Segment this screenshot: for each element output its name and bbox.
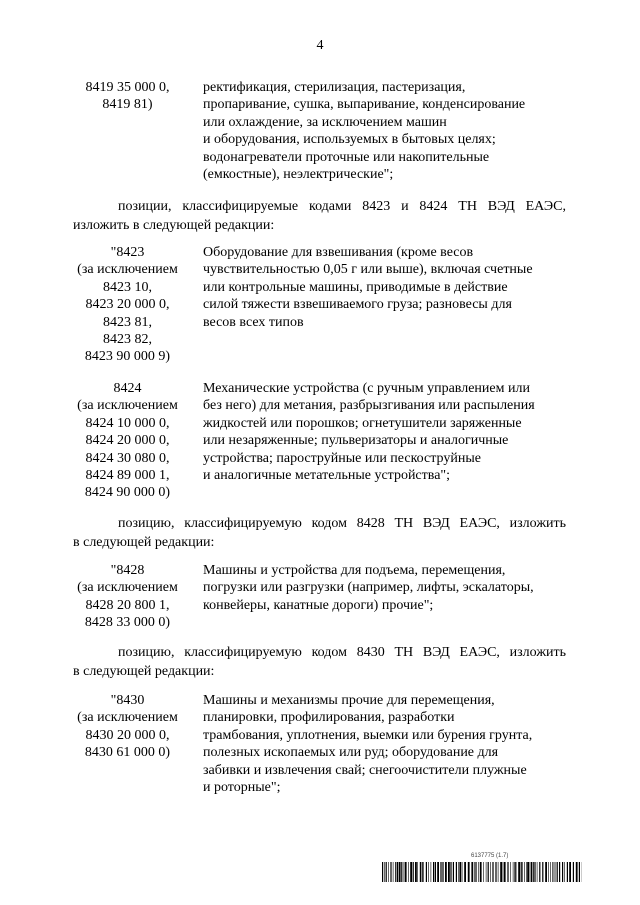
tariff-entry [60,79,580,191]
barcode-bar [453,862,454,882]
code-line: 8430 20 000 0, [85,727,170,743]
barcode-bar [569,862,571,882]
description-line: погрузки или разгрузки (например, лифты, эскалаторы, [203,580,534,596]
code-line: "8430 [110,693,145,708]
description-line: устройства; пароструйные или пескоструйные [203,450,481,466]
barcode-bar [397,862,398,882]
paragraph-line: позицию, классифицируемую кодом 8430 ТН ВЭД ЕАЭС, изложить [118,645,566,660]
description-line: забивки и извлечения свай; снегоочистители плужные [203,762,527,778]
code-line: 8423 81, [103,314,152,330]
barcode-bar [562,862,563,882]
barcode-bar [471,862,473,882]
code-line: 8428 33 000 0) [84,615,171,631]
barcode-bar [401,862,402,882]
description-line: и аналогичные метательные устройства"; [203,468,451,484]
barcode-bar [533,862,534,882]
barcode-bar [486,862,487,882]
barcode-bar [513,862,514,882]
barcode-bar [405,862,407,882]
tariff-entry [60,562,580,634]
instruction-paragraph [73,514,566,552]
description-line: чувствительностью 0,05 г или выше), включая счетные [203,262,533,278]
code-line: "8423 [110,245,145,260]
code-line: (за исключением [77,398,178,414]
barcode [382,862,582,882]
code-line: (за исключением [77,580,178,596]
code-line: 8424 10 000 0, [85,415,170,431]
code-line: 8428 20 800 1, [85,597,170,613]
barcode-bar [515,862,516,882]
barcode-bar [526,862,527,882]
barcode-bar [417,862,418,882]
code-line: 8424 90 000 0) [84,485,171,501]
barcode-bar [399,862,401,882]
barcode-bar [564,862,565,882]
barcode-bar [415,862,417,882]
code-line: 8424 [113,381,142,396]
barcode-bar [426,862,427,882]
description-line: без него) для метания, разбрызгивания или распыления [203,398,535,414]
code-line: (за исключением [77,710,178,726]
barcode-bar [410,862,412,882]
description-line: и оборудования, используемых в бытовых целях; [203,132,496,148]
description-line: планировки, профилирования, разработки [203,710,455,726]
barcode-bar [530,862,531,882]
barcode-bar [433,862,434,882]
tariff-codes [60,380,195,502]
barcode-bar [456,862,457,882]
barcode-label: 6137775 (1.7) [471,853,509,859]
barcode-bar [521,862,522,882]
code-line: 8419 81) [102,97,153,113]
barcode-bar [503,862,504,882]
barcode-bar [441,862,442,882]
tariff-codes [60,79,195,114]
barcode-bar [462,862,463,882]
barcode-bar [500,862,502,882]
barcode-bar [408,862,409,882]
barcode-bar [464,862,466,882]
barcode-bar [386,862,387,882]
barcode-bar [518,862,520,882]
barcode-bar [480,862,482,882]
page-number: 4 [316,38,324,53]
tariff-entry [60,692,580,802]
code-line: 8423 20 000 0, [85,297,170,313]
tariff-description [203,380,583,484]
description-line: и роторные"; [203,780,281,796]
tariff-entry [60,380,580,505]
barcode-bar [404,862,405,882]
barcode-bar [483,862,484,882]
description-line: жидкостей или порошков; огнетушители заряженные [203,415,522,431]
barcode-bar [450,862,451,882]
barcode-bar [545,862,547,882]
code-line: 8419 35 000 0, [85,80,170,95]
description-line: трамбования, уплотнения, выемки или бурения грунта, [203,727,533,743]
description-line: или незаряженные; пульверизаторы и аналогичные [203,433,509,449]
barcode-bar [445,862,447,882]
barcode-bar [507,862,508,882]
code-line: 8424 89 000 1, [85,468,170,484]
tariff-codes [60,692,195,762]
barcode-bar [468,862,470,882]
barcode-bar [423,862,424,882]
tariff-description [203,562,583,614]
barcode-bar [476,862,477,882]
paragraph-line: позиции, классифицируемые кодами 8423 и 8424 ТН ВЭД ЕАЭС, [118,199,566,214]
barcode-bar [413,862,414,882]
barcode-bar [542,862,543,882]
barcode-bar [490,862,491,882]
barcode-bar [492,862,493,882]
barcode-bar [488,862,489,882]
tariff-description [203,79,583,183]
barcode-bar [431,862,432,882]
description-line: конвейеры, канатные дороги) прочие"; [203,597,434,613]
code-line: 8423 82, [103,332,152,348]
barcode-bar [531,862,532,882]
barcode-bar [459,862,461,882]
barcode-bar [510,862,511,882]
description-line: Механические устройства (с ручным управлением или [203,381,530,396]
tariff-codes [60,244,195,366]
code-line: 8424 30 080 0, [85,450,170,466]
barcode-bar [537,862,538,882]
code-line: 8424 20 000 0, [85,433,170,449]
code-line: 8430 61 000 0) [84,745,171,761]
paragraph-line: в следующей редакции: [73,535,215,550]
barcode-bar [390,862,391,882]
barcode-bar [443,862,444,882]
barcode-bar [514,862,515,882]
paragraph-line: в следующей редакции: [73,664,215,679]
barcode-bar [573,862,574,882]
barcode-bar [382,862,383,882]
barcode-bar [567,862,568,882]
barcode-bar [524,862,525,882]
description-line: весов всех типов [203,314,304,330]
barcode-bar [495,862,496,882]
code-line: "8428 [110,563,145,578]
barcode-bar [428,862,429,882]
description-line: или охлаждение, за исключением машин [203,114,447,130]
barcode-bar [548,862,549,882]
barcode-bar [557,862,558,882]
barcode-bar [559,862,560,882]
paragraph-line: позицию, классифицируемую кодом 8428 ТН ВЭД ЕАЭС, изложить [118,516,566,531]
barcode-bar [534,862,535,882]
description-line: Оборудование для взвешивания (кроме весов [203,245,474,260]
tariff-description [203,244,583,331]
barcode-bar [458,862,459,882]
description-line: пропаривание, сушка, выпаривание, конденсирование [203,97,526,113]
description-line: силой тяжести взвешиваемого груза; разновесы для [203,297,512,313]
instruction-paragraph [73,643,566,681]
description-line: водонагреватели проточные или накопительные [203,149,490,165]
instruction-paragraph [73,197,566,235]
barcode-bar [395,862,396,882]
code-line: 8423 10, [103,279,152,295]
barcode-bar [527,862,529,882]
tariff-entry [60,244,580,369]
barcode-bar [384,862,385,882]
barcode-bar [422,862,423,882]
barcode-bar [498,862,499,882]
barcode-bar [420,862,421,882]
description-line: (емкостные), неэлектрические"; [203,167,394,183]
barcode-bar [474,862,475,882]
barcode-bar [435,862,436,882]
tariff-codes [60,562,195,632]
barcode-bar [554,862,555,882]
barcode-bar [555,862,556,882]
barcode-bar [448,862,450,882]
description-line: или контрольные машины, приводимые в действие [203,279,508,295]
description-line: ректификация, стерилизация, пастеризация, [203,80,466,95]
barcode-bar [552,862,553,882]
description-line: Машины и устройства для подъема, перемещения, [203,563,506,578]
description-line: полезных ископаемых или руд; оборудование для [203,745,499,761]
barcode-bar [440,862,441,882]
code-line: (за исключением [77,262,178,278]
barcode-bar [478,862,479,882]
code-line: 8423 90 000 9) [84,349,171,365]
barcode-bar [437,862,439,882]
barcode-bar [579,862,580,882]
paragraph-line: изложить в следующей редакции: [73,218,275,233]
barcode-bar [550,862,551,882]
tariff-description [203,692,583,796]
barcode-bar [393,862,394,882]
barcode-bar [539,862,540,882]
description-line: Машины и механизмы прочие для перемещения, [203,693,495,708]
barcode-bar [522,862,523,882]
barcode-bar [504,862,506,882]
barcode-bar [388,862,389,882]
barcode-bar [576,862,578,882]
